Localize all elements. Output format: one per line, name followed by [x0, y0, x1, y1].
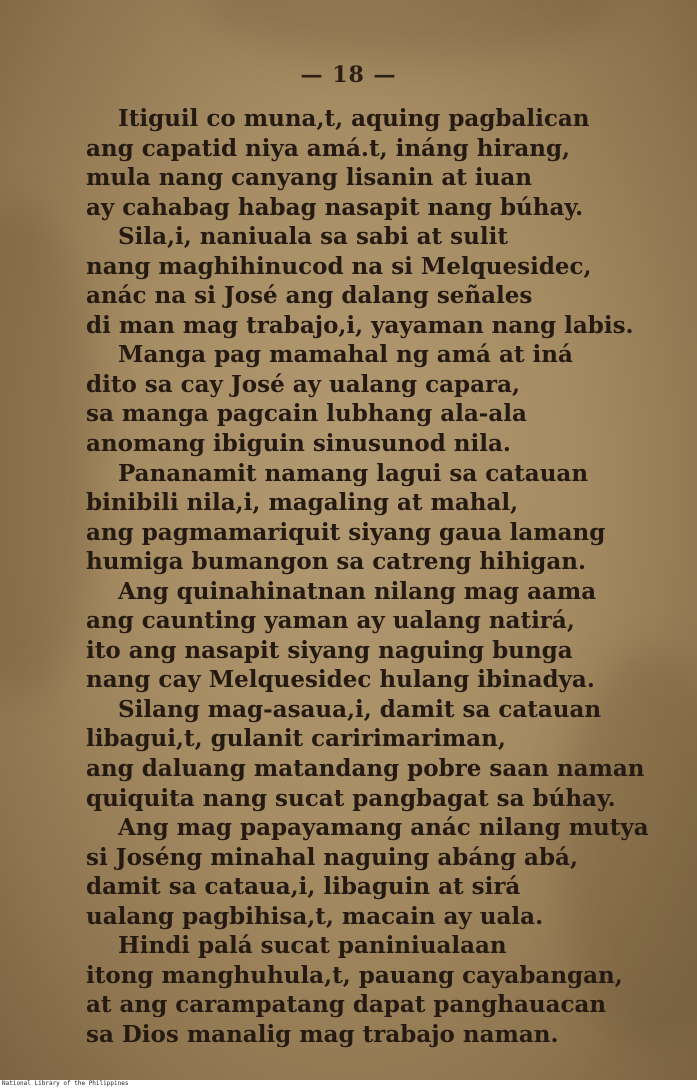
text-line: Itiguil co muna,t, aquing pagbalican: [118, 105, 590, 132]
page-stain: [200, 0, 620, 60]
text-line: Silang mag-asaua,i, damit sa catauan: [118, 695, 602, 723]
text-line: ay cahabag habag nasapit nang búhay.: [86, 193, 584, 221]
poem-text: [86, 104, 686, 1050]
text-line: sa Dios manalig mag trabajo naman.: [86, 1020, 559, 1048]
text-line: dito sa cay José ay ualang capara,: [86, 370, 521, 398]
text-line: Hindi palá sucat paniniualaan: [118, 932, 507, 960]
text-line: mula nang canyang lisanin at iuan: [86, 164, 532, 192]
text-line: itong manghuhula,t, pauang cayabangan,: [86, 961, 623, 989]
text-line: nang maghihinucod na si Melquesidec,: [86, 252, 592, 280]
text-line: at ang carampatang dapat panghauacan: [86, 991, 607, 1019]
text-line: Ang mag papayamang anác nilang mutya: [118, 814, 649, 842]
text-line: ang capatid niya amá.t, ináng hirang,: [86, 134, 571, 162]
text-line: ito ang nasapit siyang naguing bunga: [86, 636, 573, 664]
text-line: Ang quinahinatnan nilang mag aama: [118, 577, 597, 605]
text-line: quiquita nang sucat pangbagat sa búhay.: [86, 784, 616, 812]
text-line: anác na si José ang dalang señales: [86, 282, 533, 310]
text-line: sa manga pagcain lubhang ala-ala: [86, 400, 527, 428]
text-line: di man mag trabajo,i, yayaman nang labis.: [86, 311, 634, 339]
text-line: humiga bumangon sa catreng hihigan.: [86, 548, 587, 576]
page-number: — 18 —: [300, 62, 397, 88]
footer-credit: National Library of the Philippines: [0, 1080, 697, 1088]
text-line: binibili nila,i, magaling at mahal,: [86, 489, 519, 517]
text-line: ang caunting yaman ay ualang natirá,: [86, 607, 575, 635]
text-line: libagui,t, gulanit caririmariman,: [86, 725, 506, 753]
text-line: Manga pag mamahal ng amá at iná: [118, 341, 573, 369]
text-line: Pananamit namang lagui sa catauan: [118, 459, 589, 487]
text-line: ang pagmamariquit siyang gaua lamang: [86, 518, 606, 546]
text-line: anomang ibiguin sinusunod nila.: [86, 430, 511, 458]
text-line: damit sa cataua,i, libaguin at sirá: [86, 873, 521, 901]
text-line: Sila,i, naniuala sa sabi at sulit: [118, 223, 508, 251]
text-line: nang cay Melquesidec hulang ibinadya.: [86, 666, 595, 694]
text-line: ualang pagbihisa,t, macain ay uala.: [86, 902, 544, 930]
text-line: si Joséng minahal naguing abáng abá,: [86, 843, 578, 871]
page-stain: [0, 200, 100, 700]
text-line: ang daluang matandang pobre saan naman: [86, 755, 645, 783]
